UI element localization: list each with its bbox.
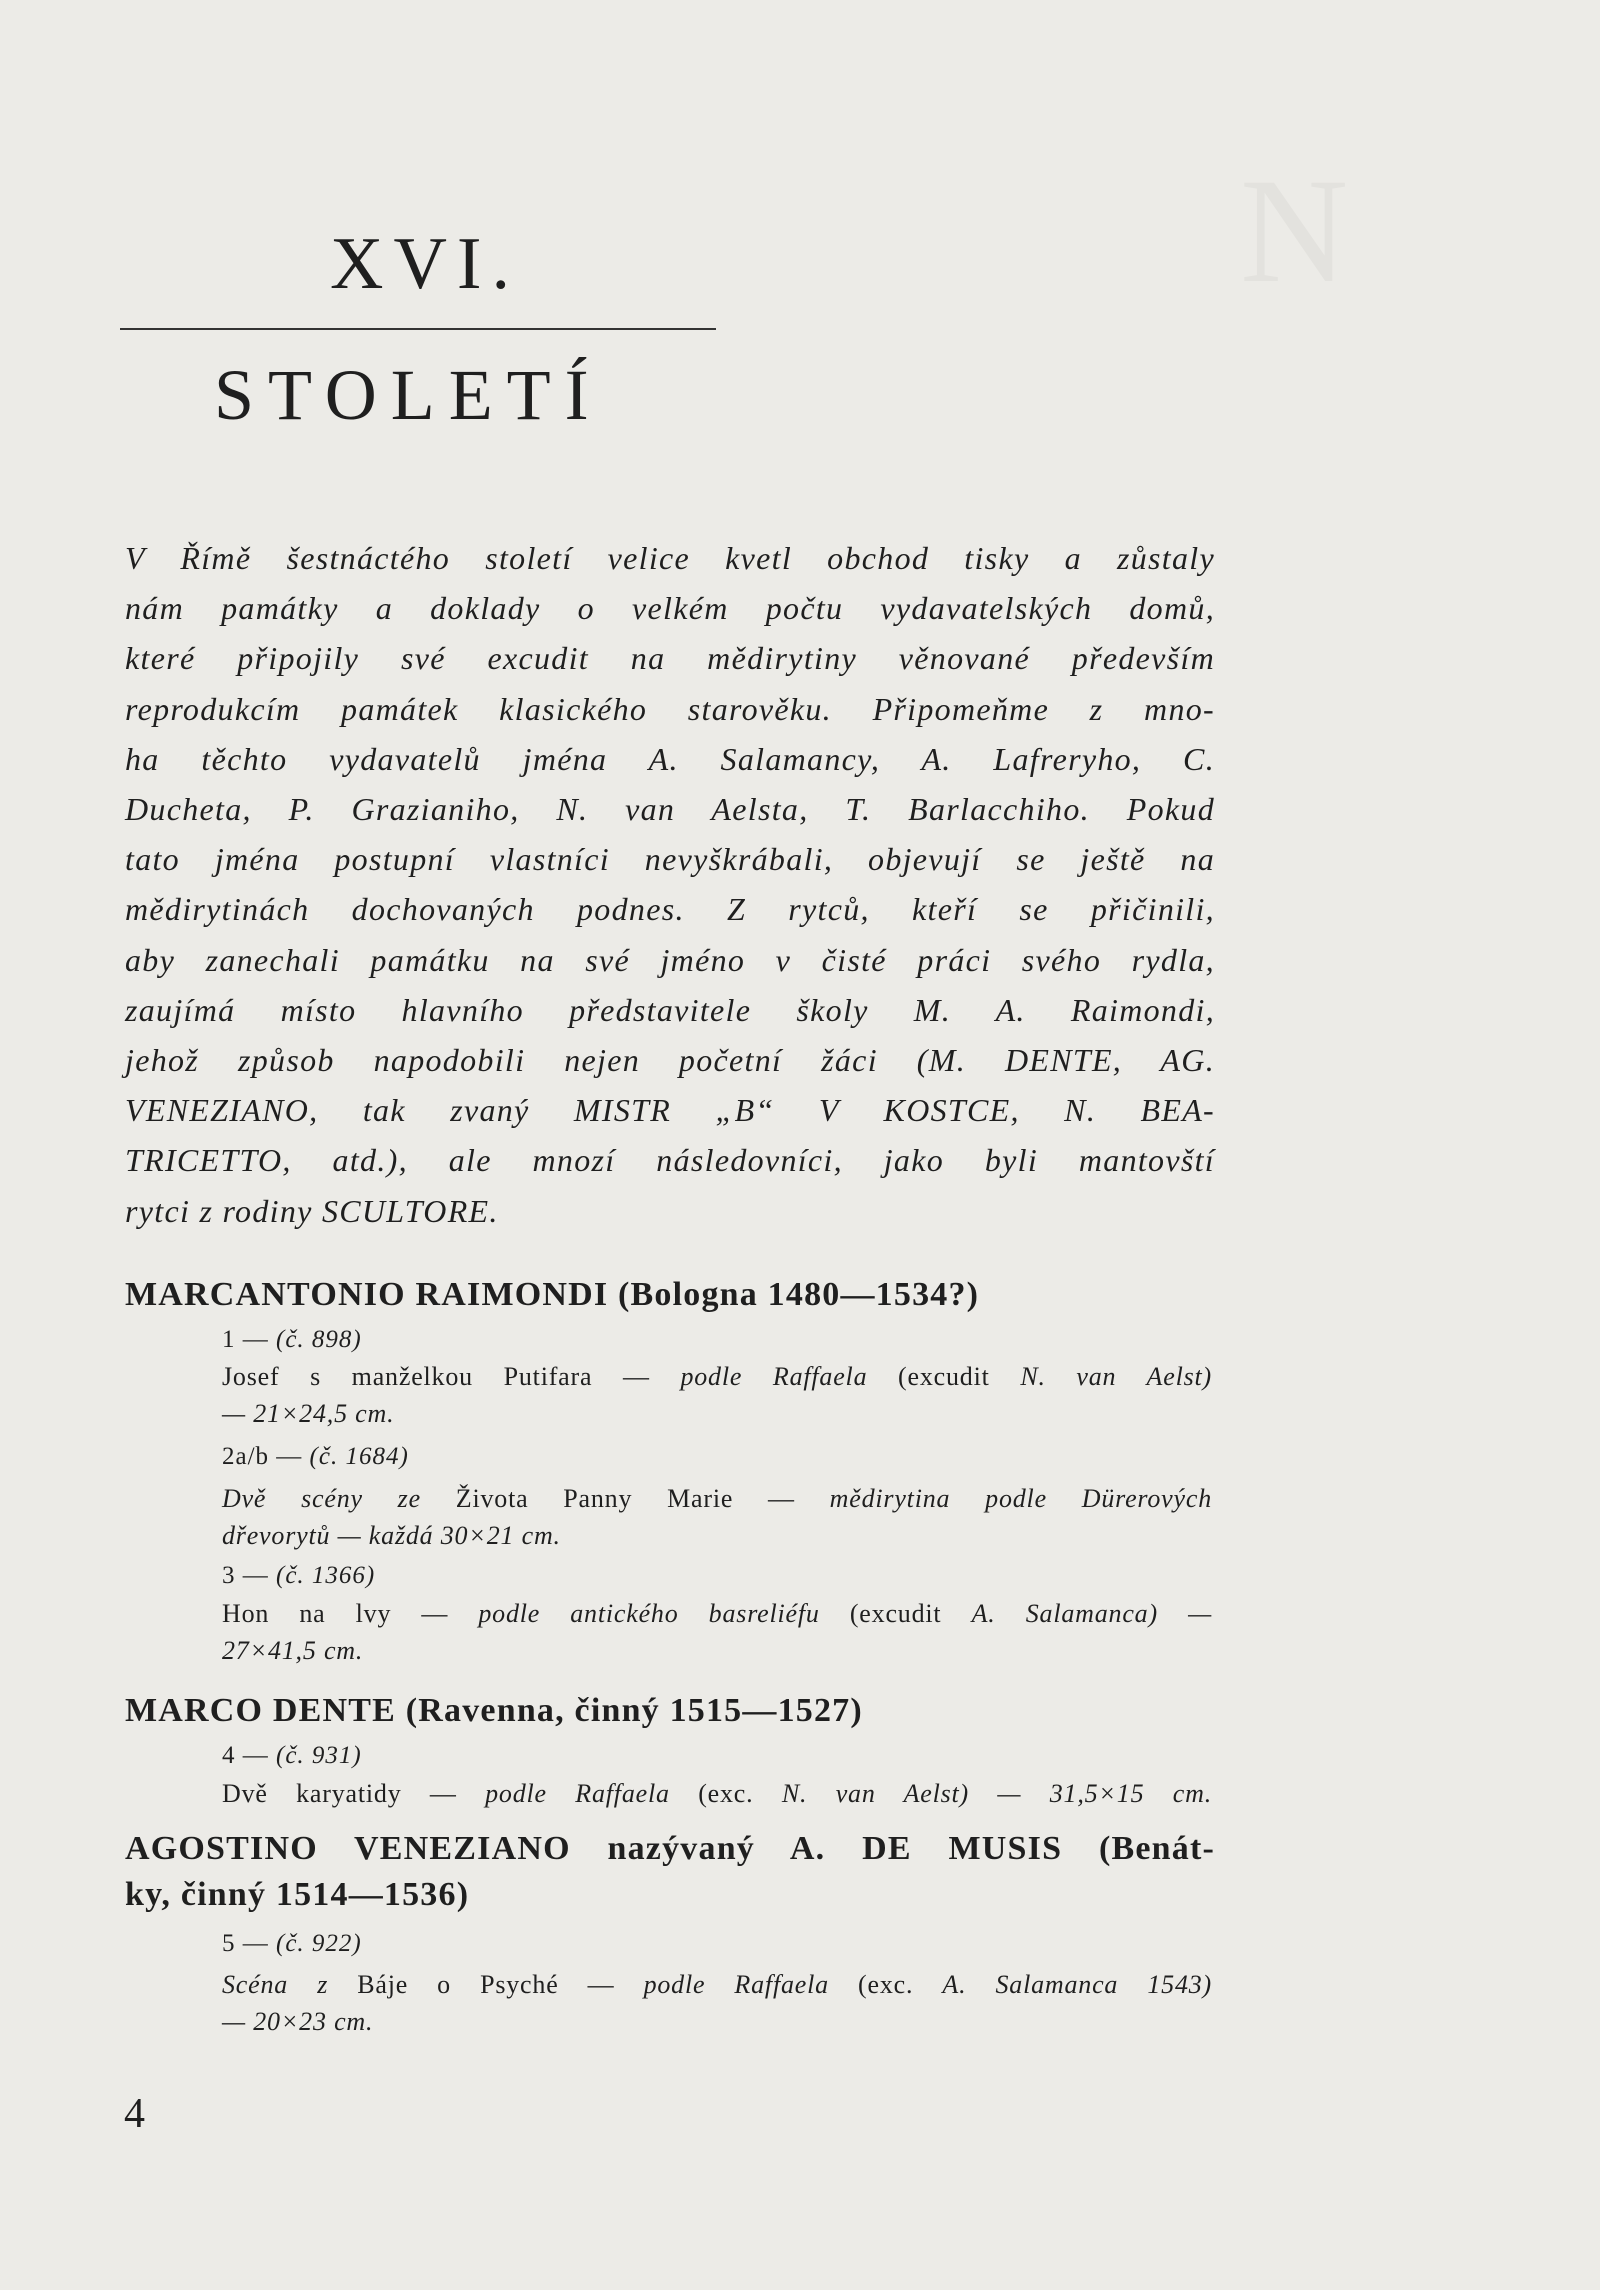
chapter-title: STOLETÍ — [214, 355, 603, 435]
entry-line: Scéna z Báje o Psyché — podle Raffaela (exc. A. Salamanca 1543) — [222, 1970, 1213, 1999]
intro-line: VENEZIANO, tak zvaný MISTR „B“ V KOSTCE, N. BEA- — [125, 1092, 1215, 1129]
intro-line: TRICETTO, atd.), ale mnozí následovníci, jako byli mantovští — [125, 1142, 1215, 1179]
artist-heading — [125, 1272, 1215, 1318]
catalog-entry — [222, 1966, 1212, 2040]
intro-line: nám památky a doklady o velkém počtu vydavatelských domů, — [125, 590, 1215, 627]
catalog-ref: (č. 898) — [276, 1326, 362, 1353]
catalog-ref: (č. 1684) — [309, 1443, 409, 1470]
intro-line: Ducheta, P. Grazianiho, N. van Aelsta, T. Barlacchiho. Pokud — [125, 791, 1215, 828]
entry-line: Josef s manželkou Putifara — podle Raffaela (excudit N. van Aelst) — [222, 1362, 1213, 1391]
entry-line: — 20×23 cm. — [222, 2007, 374, 2036]
intro-line: zaujímá místo hlavního představitele školy M. A. Raimondi, — [125, 991, 1215, 1028]
entry-line: Dvě scény ze Života Panny Marie — mědirytina podle Dürerových — [222, 1484, 1212, 1513]
show-through-letter: N — [1240, 148, 1349, 314]
intro-line: tato jména postupní vlastníci nevyškrábali, objevují se ještě na — [125, 841, 1215, 878]
intro-paragraph — [125, 533, 1215, 1236]
entry-line: 27×41,5 cm. — [222, 1636, 364, 1665]
entry-line: dřevorytů — každá 30×21 cm. — [222, 1521, 561, 1550]
page-number: 4 — [124, 2091, 145, 2137]
artist-name: MARCO DENTE (Ravenna, činný 1515—1527) — [125, 1692, 863, 1729]
intro-line: ha těchto vydavatelů jména A. Salamancy, A. Lafreryho, C. — [125, 740, 1215, 777]
catalog-entry — [222, 1358, 1212, 1432]
entry-line: Dvě karyatidy — podle Raffaela (exc. N. van Aelst) — 31,5×15 cm. — [222, 1779, 1212, 1808]
heading-divider — [120, 328, 716, 330]
catalog-entry-number: 2a/b — (č. 1684) — [222, 1443, 409, 1470]
catalog-entry-number: 3 — (č. 1366) — [222, 1562, 376, 1589]
catalog-entry — [222, 1480, 1212, 1554]
entry-line: Hon na lvy — podle antického basreliéfu (excudit A. Salamanca) — — [222, 1599, 1212, 1628]
intro-line: které připojily své excudit na mědirytiny věnované především — [125, 640, 1215, 677]
artist-name: MARCANTONIO RAIMONDI (Bologna 1480—1534?) — [125, 1276, 980, 1313]
intro-line: aby zanechali památku na své jméno v čisté práci svého rydla, — [125, 941, 1215, 978]
entry-line: — 21×24,5 cm. — [222, 1399, 395, 1428]
catalog-ref: (č. 931) — [276, 1742, 362, 1769]
catalog-entry — [222, 1775, 1212, 1812]
artist-name-cont: ky, činný 1514—1536) — [125, 1876, 470, 1913]
catalog-ref: (č. 922) — [276, 1930, 362, 1957]
catalog-entry-number: 1 — (č. 898) — [222, 1326, 362, 1353]
chapter-number: XVI. — [330, 223, 521, 305]
intro-line: mědirytinách dochovaných podnes. Z rytců, kteří se přičinili, — [125, 891, 1215, 928]
intro-line: reprodukcím památek klasického starověku. Připomeňme z mno- — [125, 690, 1215, 727]
artist-heading — [125, 1688, 1215, 1734]
catalog-entry-number: 4 — (č. 931) — [222, 1742, 362, 1769]
intro-line: jehož způsob napodobili nejen početní žáci (M. DENTE, AG. — [125, 1042, 1215, 1079]
intro-line: V Římě šestnáctého století velice kvetl obchod tisky a zůstaly — [125, 540, 1215, 576]
artist-name: AGOSTINO VENEZIANO nazývaný A. DE MUSIS (Benát- — [125, 1830, 1215, 1867]
intro-line: rytci z rodiny SCULTORE. — [125, 1192, 499, 1229]
artist-heading — [125, 1826, 1215, 1918]
catalog-entry-number: 5 — (č. 922) — [222, 1930, 362, 1957]
catalog-ref: (č. 1366) — [276, 1562, 376, 1589]
catalog-entry — [222, 1595, 1212, 1669]
